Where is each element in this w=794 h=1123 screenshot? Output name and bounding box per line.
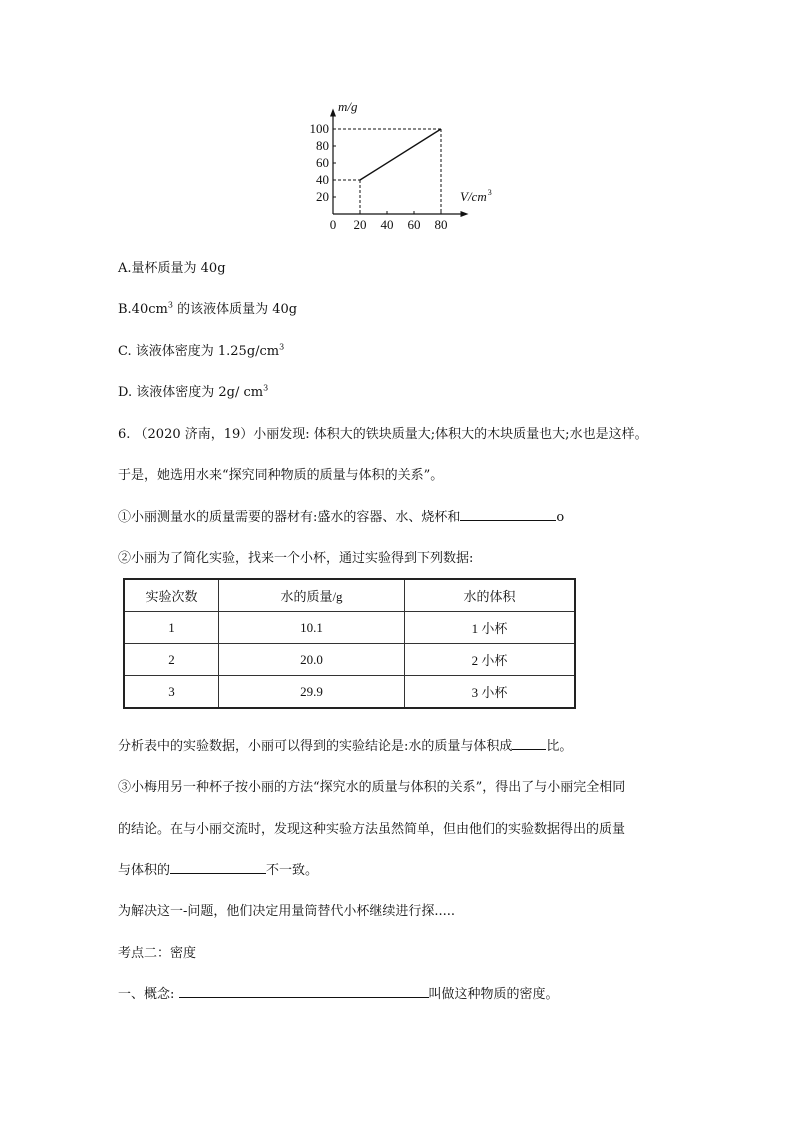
part-3-end: 不一致。 — [266, 863, 319, 878]
part-3-line-2: 的结论。在与小丽交流时，发现这种实验方法虽然简单，但由他们的实验数据得出的质量 — [118, 822, 626, 837]
option-d-sup: 3 — [263, 383, 269, 393]
table-row — [124, 676, 575, 709]
resolve-line: 为解决这一-问题，他们决定用量筒替代小杯继续进行探..... — [118, 904, 456, 919]
y-tick-label: 60 — [316, 155, 329, 170]
option-d-text: D. 该液体密度为 2g/ cm — [118, 385, 264, 400]
table-cell: 2 小杯 — [405, 644, 576, 676]
analysis-line — [118, 735, 572, 754]
x-tick-label: 40 — [380, 217, 394, 232]
table-cell: 29.9 — [219, 676, 405, 709]
option-b-sup: 3 — [167, 300, 173, 310]
y-tick-label: 20 — [316, 189, 329, 204]
concept-end: 叫做这种物质的密度。 — [428, 987, 559, 1002]
option-a: A.量杯质量为 40g — [118, 261, 226, 276]
x-tick-label: 20 — [353, 217, 367, 232]
table-cell: 20.0 — [219, 644, 405, 676]
question-intro-2: 于是，她选用水来“探究同种物质的质量与体积的关系”。 — [118, 468, 444, 483]
part-3-line-3 — [118, 859, 318, 878]
table-header: 水的体积 — [405, 579, 576, 612]
x-axis-arrow — [461, 211, 469, 217]
table-cell: 3 — [124, 676, 219, 709]
option-b-rest: 的该液体质量为 40g — [172, 302, 298, 317]
table-cell: 10.1 — [219, 612, 405, 644]
option-c-text: C. 该液体密度为 1.25g/cm — [118, 344, 280, 359]
option-b-text: B.40cm — [118, 302, 168, 317]
part-3-line-1: ③小梅用另一种杯子按小丽的方法“探究水的质量与体积的关系”，得出了与小丽完全相同 — [118, 780, 626, 795]
y-axis-arrow — [330, 109, 336, 117]
section-heading: 考点二：密度 — [118, 946, 197, 961]
y-tick-label: 40 — [316, 172, 329, 187]
table-cell: 1 — [124, 612, 219, 644]
answer-blank-3[interactable] — [170, 859, 266, 874]
table-cell: 2 — [124, 644, 219, 676]
part-1-text: ①小丽测量水的质量需要的器材有:盛水的容器、水、烧杯和 — [118, 510, 461, 525]
y-tick-label: 80 — [316, 138, 329, 153]
chart-guides — [333, 129, 441, 214]
table-header: 实验次数 — [124, 579, 219, 612]
question-part-1 — [118, 506, 564, 525]
analysis-end: 比。 — [546, 739, 573, 754]
analysis-text: 分析表中的实验数据，小丽可以得到的实验结论是:水的质量与体积成 — [118, 739, 513, 754]
chart-axes — [330, 109, 469, 218]
part-3-text: 与体积的 — [118, 863, 171, 878]
question-intro-1: 6. （2020 济南，19）小丽发现: 体积大的铁块质量大;体积大的木块质量也大;水也是这样。 — [118, 427, 648, 442]
answer-blank-1[interactable] — [460, 506, 556, 521]
answer-blank-2[interactable] — [512, 735, 546, 750]
question-part-2: ②小丽为了简化实验，找来一个小杯，通过实验得到下列数据: — [118, 551, 474, 566]
table-header-row — [124, 579, 575, 612]
option-c — [118, 340, 284, 359]
option-b — [118, 298, 297, 317]
table-row — [124, 612, 575, 644]
part-1-end: o — [556, 510, 565, 525]
table-row — [124, 644, 575, 676]
x-axis-label-sup: 3 — [487, 188, 492, 197]
y-tick-label: 100 — [309, 121, 329, 136]
concept-line — [118, 983, 559, 1002]
chart-series — [360, 129, 441, 180]
x-tick-label: 0 — [329, 217, 337, 232]
x-axis-label: V/cm — [460, 189, 487, 204]
answer-blank-4[interactable] — [179, 983, 429, 998]
table-header: 水的质量/g — [219, 579, 405, 612]
table-cell: 1 小杯 — [405, 612, 576, 644]
x-tick-label: 80 — [434, 217, 448, 232]
x-tick-label: 60 — [407, 217, 421, 232]
table-cell: 3 小杯 — [405, 676, 576, 709]
option-c-sup: 3 — [279, 342, 285, 352]
option-d — [118, 381, 268, 400]
data-table — [123, 578, 576, 709]
mass-volume-chart — [300, 95, 510, 235]
concept-text: 一、概念: — [118, 987, 175, 1002]
series-line — [360, 129, 441, 180]
y-axis-label: m/g — [338, 99, 358, 114]
